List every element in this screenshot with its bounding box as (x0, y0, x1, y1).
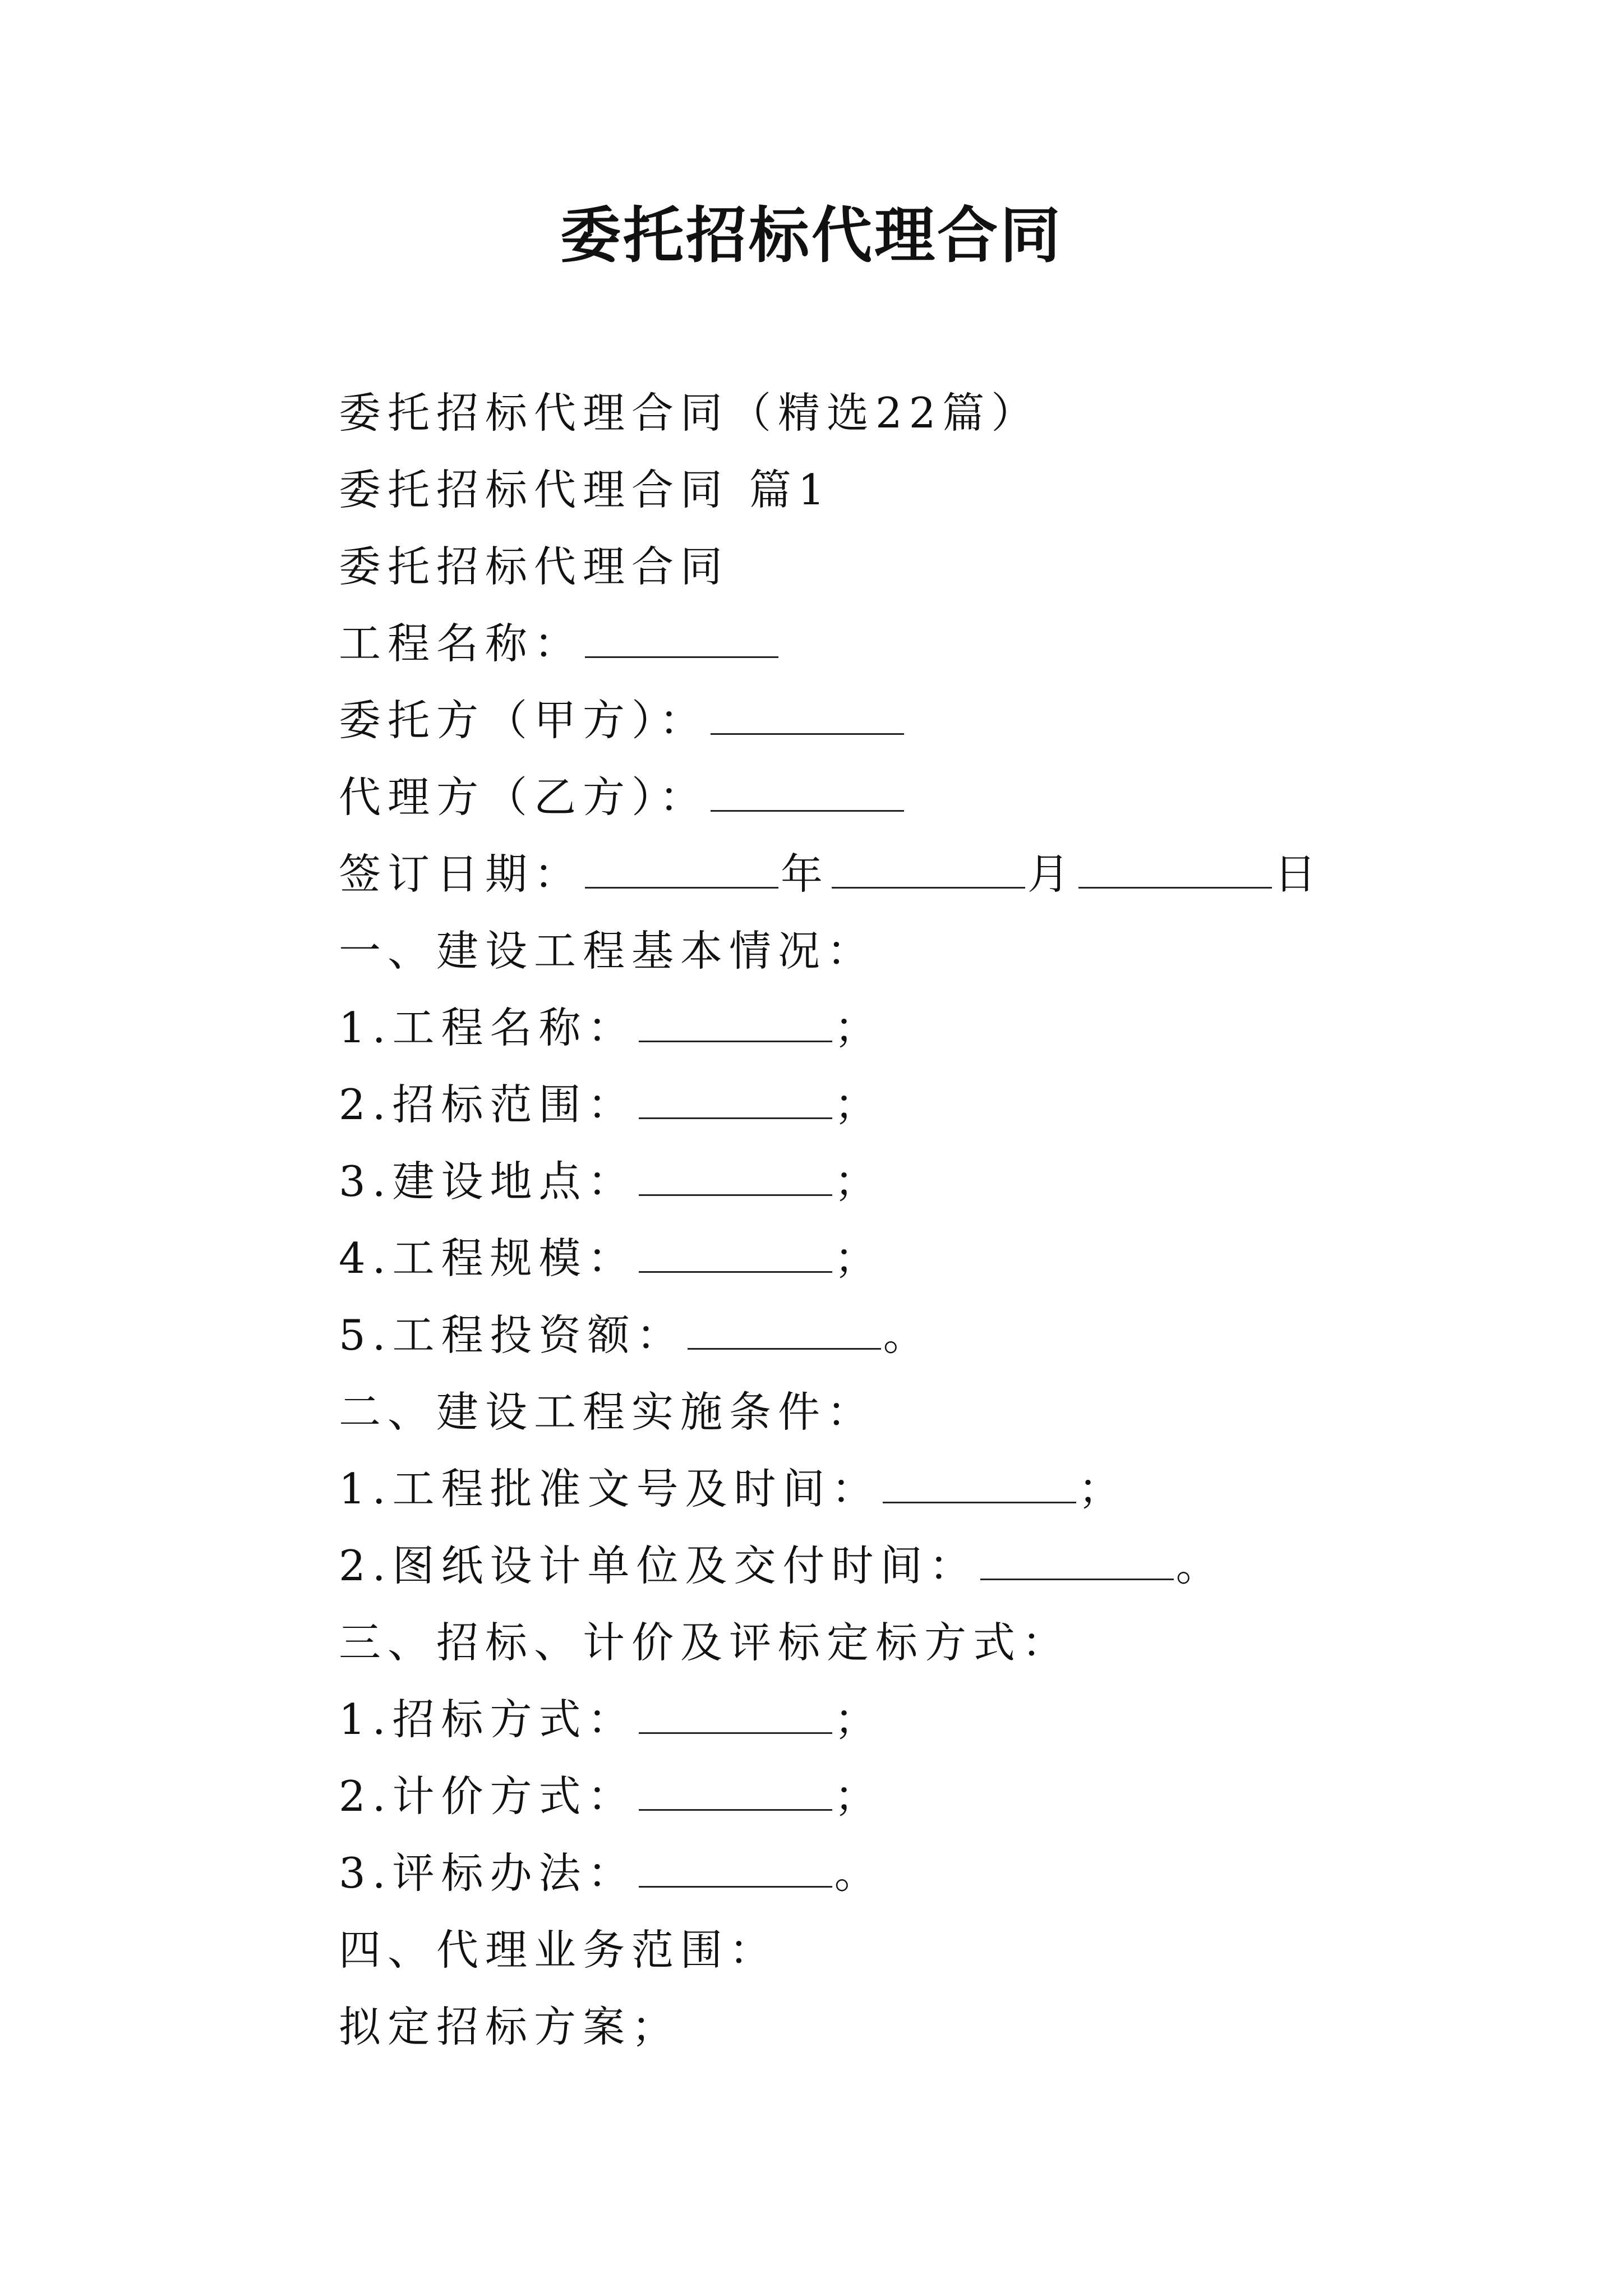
line-text: 1.工程批准文号及时间： (339, 1464, 880, 1513)
line-end-punctuation: ； (834, 1695, 883, 1744)
fill-in-blank (711, 776, 904, 812)
fill-in-blank (688, 1314, 881, 1350)
date-blank (832, 853, 1025, 889)
line-end-punctuation: ； (834, 1003, 883, 1052)
line-text: 委托招标代理合同（精选22篇） (339, 388, 1040, 438)
fill-in-blank (639, 1852, 832, 1888)
fill-in-blank (639, 1699, 832, 1734)
line-text: 一、建设工程基本情况： (339, 926, 876, 976)
fill-in-blank (883, 1468, 1076, 1503)
line-text: 1.招标方式： (339, 1695, 637, 1744)
line-text: 拟定招标方案； (339, 2002, 681, 2051)
line-text: 4.工程规模： (339, 1234, 637, 1283)
document-body (339, 375, 1516, 2065)
line-text: 5.工程投资额： (339, 1310, 685, 1360)
fill-in-blank (639, 1007, 832, 1042)
line-text: 委托方（甲方）： (339, 696, 708, 745)
line-text: 四、代理业务范围： (339, 1925, 778, 1975)
fill-in-blank (639, 1084, 832, 1119)
document-line (339, 1451, 1516, 1527)
fill-in-blank (585, 623, 778, 658)
date-blank (1078, 853, 1272, 889)
document-line (339, 1912, 1516, 1989)
line-text: 3.评标办法： (339, 1848, 637, 1898)
document-line (339, 1527, 1516, 1604)
line-text: 二、建设工程实施条件： (339, 1387, 876, 1437)
line-text: 3.建设地点： (339, 1157, 637, 1206)
line-text: 委托招标代理合同 (339, 542, 730, 591)
date-blank (585, 853, 778, 889)
document-line (339, 1066, 1516, 1143)
fill-in-blank (711, 700, 904, 735)
document-line (339, 1758, 1516, 1835)
line-text: 三、招标、计价及评标定标方式： (339, 1618, 1071, 1667)
document-line (339, 836, 1516, 913)
document-title: 委托招标代理合同 (560, 200, 1063, 271)
line-text: 2.招标范围： (339, 1080, 637, 1129)
fill-in-blank (639, 1161, 832, 1196)
line-end-punctuation: ； (1078, 1464, 1127, 1513)
line-end-punctuation: 。 (834, 1848, 883, 1898)
document-line (339, 1143, 1516, 1220)
document-line (339, 528, 1516, 605)
fill-in-blank (639, 1237, 832, 1273)
line-text: 2.图纸设计单位及交付时间： (339, 1541, 978, 1590)
line-text: 委托招标代理合同 篇1 (339, 465, 832, 514)
line-end-punctuation: ； (834, 1080, 883, 1129)
document-line (339, 1220, 1516, 1297)
fill-in-blank (980, 1545, 1174, 1580)
line-end-punctuation: 。 (1175, 1541, 1225, 1590)
line-end-punctuation: ； (834, 1157, 883, 1206)
line-end-punctuation: 。 (883, 1310, 932, 1360)
line-end-punctuation: ； (834, 1234, 883, 1283)
line-text: 1.工程名称： (339, 1003, 637, 1052)
document-line (339, 1989, 1516, 2065)
document-line (339, 1374, 1516, 1451)
line-text: 工程名称： (339, 619, 583, 668)
line-text: 签订日期： (339, 849, 583, 899)
document-line (339, 759, 1516, 836)
line-end-punctuation: ； (834, 1772, 883, 1821)
document-line (339, 913, 1516, 990)
document-line (339, 1297, 1516, 1374)
document-line (339, 605, 1516, 682)
document-line (339, 1681, 1516, 1758)
document-line (339, 990, 1516, 1066)
document-line (339, 1835, 1516, 1912)
date-unit: 日 (1274, 849, 1324, 899)
document-line (339, 1604, 1516, 1681)
date-unit: 年 (781, 849, 830, 899)
document-line (339, 375, 1516, 452)
fill-in-blank (639, 1775, 832, 1811)
line-text: 代理方（乙方）： (339, 772, 708, 822)
document-line (339, 682, 1516, 759)
document-line (339, 452, 1516, 528)
line-text: 2.计价方式： (339, 1772, 637, 1821)
date-unit: 月 (1027, 849, 1077, 899)
